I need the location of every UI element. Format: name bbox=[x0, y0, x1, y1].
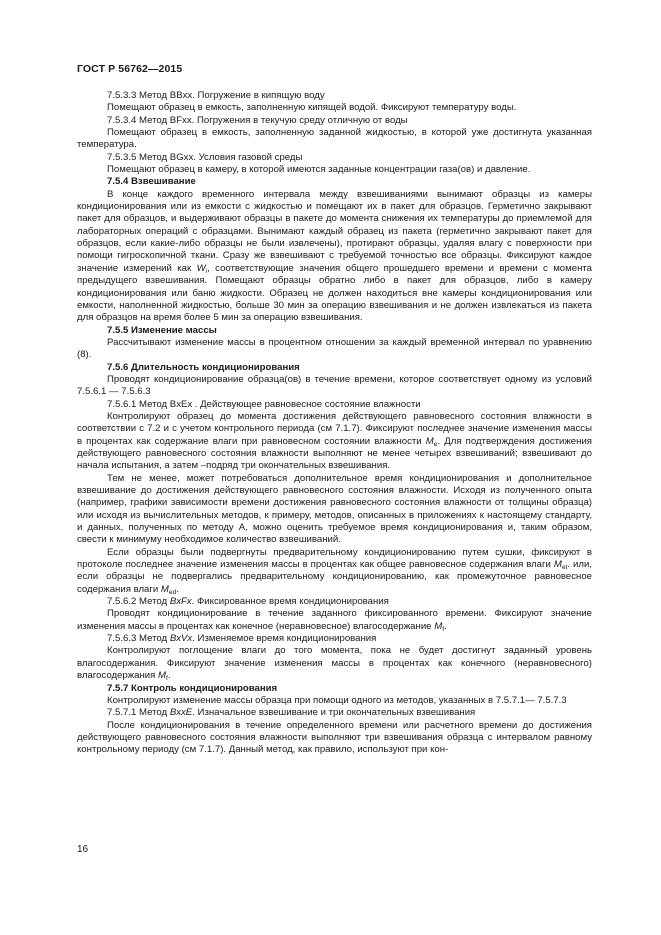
document-body bbox=[77, 90, 592, 757]
paragraph: 7.5.6.3 Метод BxVx. Изменяемое время кондиционирования bbox=[107, 633, 377, 645]
section-heading: 7.5.6 Длительность кондиционирования bbox=[107, 361, 300, 373]
paragraph: Контролируют изменение массы образца при помощи одного из методов, указанных в 7.5.7.1— 7.5.7.3 bbox=[107, 694, 567, 706]
paragraph: Проводят кондиционирование в течение заданного фиксированного времени. Фиксируют значение изменения массы в процентах как конечное (неравновесное) влагосодержание $M_f$. bbox=[77, 608, 592, 633]
paragraph: Контролируют поглощение влаги до того момента, пока не будет достигнут заданный уровень влагосодержания. Фиксируют значение изменения массы в процентах как конечного (неравновесного) влагосодержания $M_f$. bbox=[77, 645, 592, 683]
paragraph: В конце каждого временного интервала между взвешиваниями вынимают образцы из камеры кондиционирования или из емкости с жидкостью и помещают их в пакет для образцов. Герметично закрывают пакет для образцов, и выдерживают образцы в пакете до момента снижения их температуры до приемлемой для лабораторных операций с образцами. Вынимают каждый образец из пакета (герметично закрывают пакет для образцов, если какие-либо образцы не были извлечены), протирают образцы, удаляя влагу с поверхности при помощи гигроскопичной ткани. Сразу же взвешивают с требуемой точностью все образцы. Фиксируют каждое значение измерений как $W_i$, соответствующие значения общего прошедшего времени и времени с момента предыдущего взвешивания. Помещают образцы обратно либо в пакет для образцов, либо в камеру кондиционирования или баню жидкости. Образец не должен находиться вне камеры кондиционирования или емкости, наполненной жидкостью, больше 30 мин за операцию взвешивания и не должен извлекаться из пакета для образцов на время более 5 мин за операцию взвешивания. bbox=[77, 188, 592, 324]
paragraph: Проводят кондиционирование образца(ов) в течение времени, которое соответствует одному из условий 7.5.6.1 — 7.5.6.3 bbox=[77, 373, 592, 398]
paragraph: После кондиционирования в течение определенного времени или расчетного времени до достижения действующего равновесного состояния влажности выполняют три взвешивания образца с интервалом равному контрольному периоду (см 7.1.7). Данный метод, как правило, используют при кон- bbox=[77, 719, 592, 756]
document-id-header: ГОСТ Р 56762—2015 bbox=[77, 63, 183, 75]
paragraph: Рассчитывают изменение массы в процентном отношении за каждый временной интервал по уравнению (8). bbox=[77, 336, 592, 361]
paragraph: Помещают образец в камеру, в которой имеются заданные концентрации газа(ов) и давление. bbox=[107, 164, 531, 176]
page-number: 16 bbox=[77, 844, 89, 855]
paragraph: 7.5.3.4 Метод BFxx. Погружения в текучую среду отличную от воды bbox=[107, 114, 408, 126]
section-heading: 7.5.5 Изменение массы bbox=[107, 324, 217, 336]
section-heading: 7.5.4 Взвешивание bbox=[107, 176, 196, 188]
paragraph: 7.5.6.2 Метод BxFx. Фиксированное время кондиционирования bbox=[107, 596, 389, 608]
paragraph: Тем не менее, может потребоваться дополнительное время кондиционирования и дополнительное взвешивание до достижения действующего равновесного состояния влажности. Исходя из полученного опыта (например, графики зависимости времени достижения равновесного состояния влажности от толщины образца) или исходя из вычислительных методов, к примеру, методов, описанных в приложениях к настоящему стандарту, и данных, полученных по методу А, можно оценить требуемое время кондиционирования и, таким образом, свести к минимуму необходимое количество взвешиваний. bbox=[77, 472, 592, 546]
paragraph: Если образцы были подвергнуты предварительному кондиционированию путем сушки, фиксируют в протоколе последнее значение изменения массы в процентах как общее равновесное содержания влаги $M_{et}$. или, если образцы не подвергались предварительному кондиционированию, как промежуточное равновесное содержания влаги $M_{ed}$. bbox=[77, 546, 592, 596]
section-heading: 7.5.7 Контроль кондиционирования bbox=[107, 682, 278, 694]
paragraph: 7.5.6.1 Метод BxEx . Действующее равновесное состояние влажности bbox=[107, 398, 421, 410]
paragraph: Помещают образец в емкость, заполненную кипящей водой. Фиксируют температуру воды. bbox=[107, 102, 517, 114]
paragraph: Контролируют образец до момента достижения действующего равновесного состояния влажности в соответствии с 7.2 и с учетом контрольного периода (см 7.1.7). Фиксируют последнее значение изменения массы в процентах как содержание влаги при равновесном состоянии влажности $M_e$. Для подтверждения достижения действующего равновесного состояния влажности выполняют не менее четырех взвешиваний; взвешивают до начала испытания, а затем –подряд три окончательных взвешивания. bbox=[77, 410, 592, 472]
paragraph: 7.5.7.1 Метод BxxE. Изначальное взвешивание и три окончательных взвешивания bbox=[107, 707, 476, 719]
paragraph: 7.5.3.5 Метод BGxx. Условия газовой среды bbox=[107, 151, 303, 163]
paragraph: Помещают образец в емкость, заполненную заданной жидкостью, в которой уже достигнута указанная температура. bbox=[77, 127, 592, 151]
paragraph: 7.5.3.3 Метод BBxx. Погружение в кипящую воду bbox=[107, 90, 325, 101]
